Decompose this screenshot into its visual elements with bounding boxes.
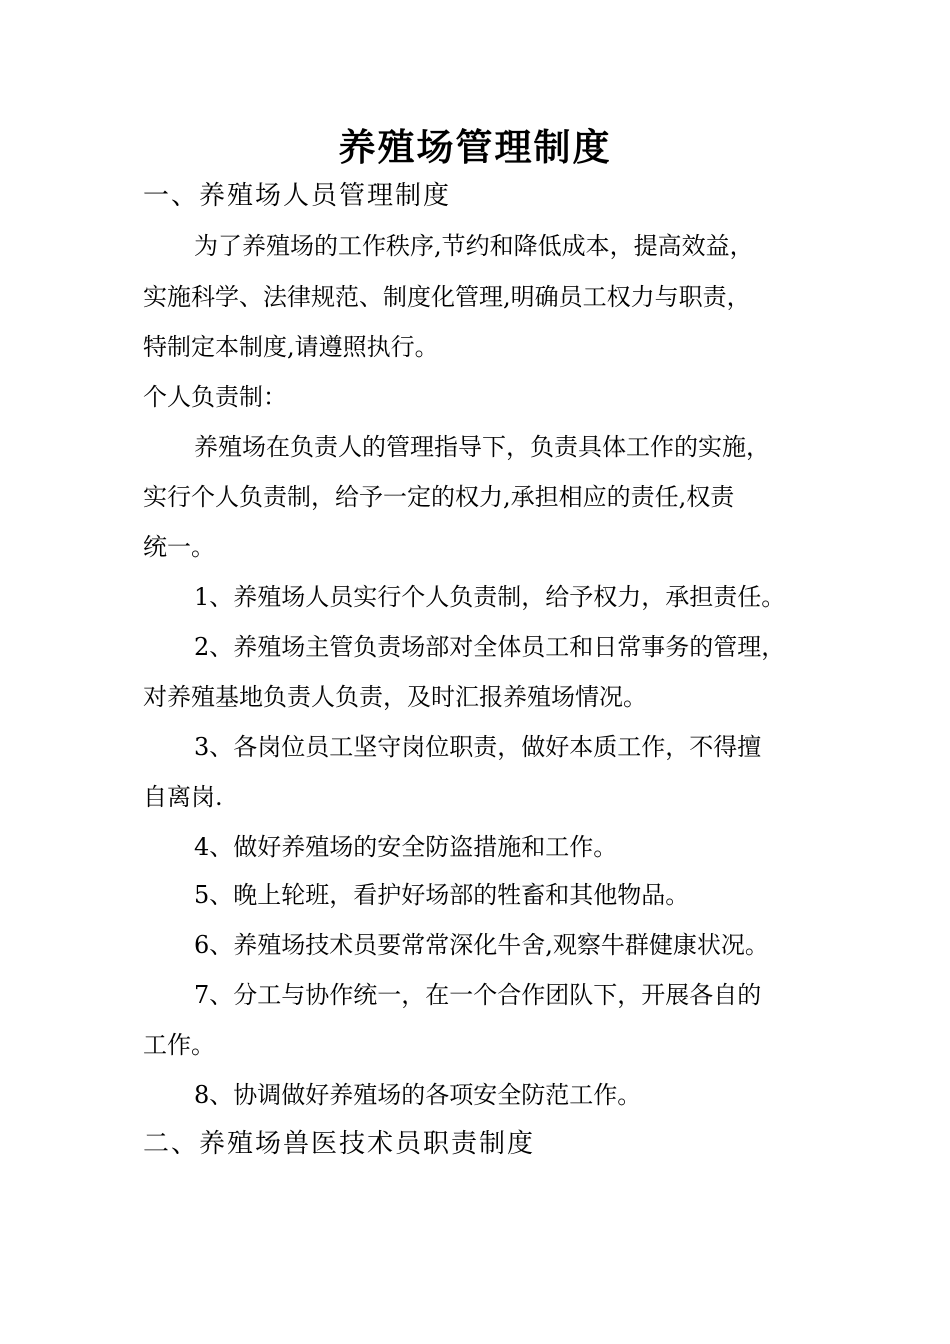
intro-line-2: 实施科学、法律规范、制度化管理,明确员工权力与职责， — [143, 283, 751, 311]
responsibility-line-3: 统一。 — [143, 533, 215, 561]
rule-7-line-2: 工作。 — [143, 1031, 215, 1059]
rule-5-line-1: 5、晚上轮班，看护好场部的牲畜和其他物品。 — [194, 881, 690, 909]
section-heading-veterinary: 二、养殖场兽医技术员职责制度 — [143, 1129, 536, 1159]
rule-8-line-1: 8、协调做好养殖场的各项安全防范工作。 — [194, 1081, 642, 1109]
rule-4-line-1: 4、做好养殖场的安全防盗措施和工作。 — [194, 833, 618, 861]
rule-1-line-1: 1、养殖场人员实行个人负责制，给予权力，承担责任。 — [194, 583, 786, 611]
rule-3-line-1: 3、各岗位员工坚守岗位职责，做好本质工作，不得擅 — [194, 733, 762, 761]
responsibility-line-1: 养殖场在负责人的管理指导下，负责具体工作的实施， — [194, 433, 770, 461]
rule-7-line-1: 7、分工与协作统一，在一个合作团队下，开展各自的 — [194, 981, 762, 1009]
subheading-personal-responsibility: 个人负责制： — [143, 383, 287, 411]
rule-3-line-2: 自离岗. — [143, 783, 223, 811]
rule-2-line-2: 对养殖基地负责人负责，及时汇报养殖场情况。 — [143, 683, 647, 711]
section-heading-personnel: 一、养殖场人员管理制度 — [143, 181, 452, 211]
rule-6-line-1: 6、养殖场技术员要常常深化牛舍,观察牛群健康状况。 — [194, 931, 769, 959]
document-title: 养殖场管理制度 — [338, 125, 612, 169]
responsibility-line-2: 实行个人负责制，给予一定的权力,承担相应的责任,权责 — [143, 483, 735, 511]
intro-line-3: 特制定本制度,请遵照执行。 — [143, 333, 439, 361]
intro-line-1: 为了养殖场的工作秩序,节约和降低成本，提高效益， — [194, 232, 754, 260]
rule-2-line-1: 2、养殖场主管负责场部对全体员工和日常事务的管理， — [194, 633, 786, 661]
